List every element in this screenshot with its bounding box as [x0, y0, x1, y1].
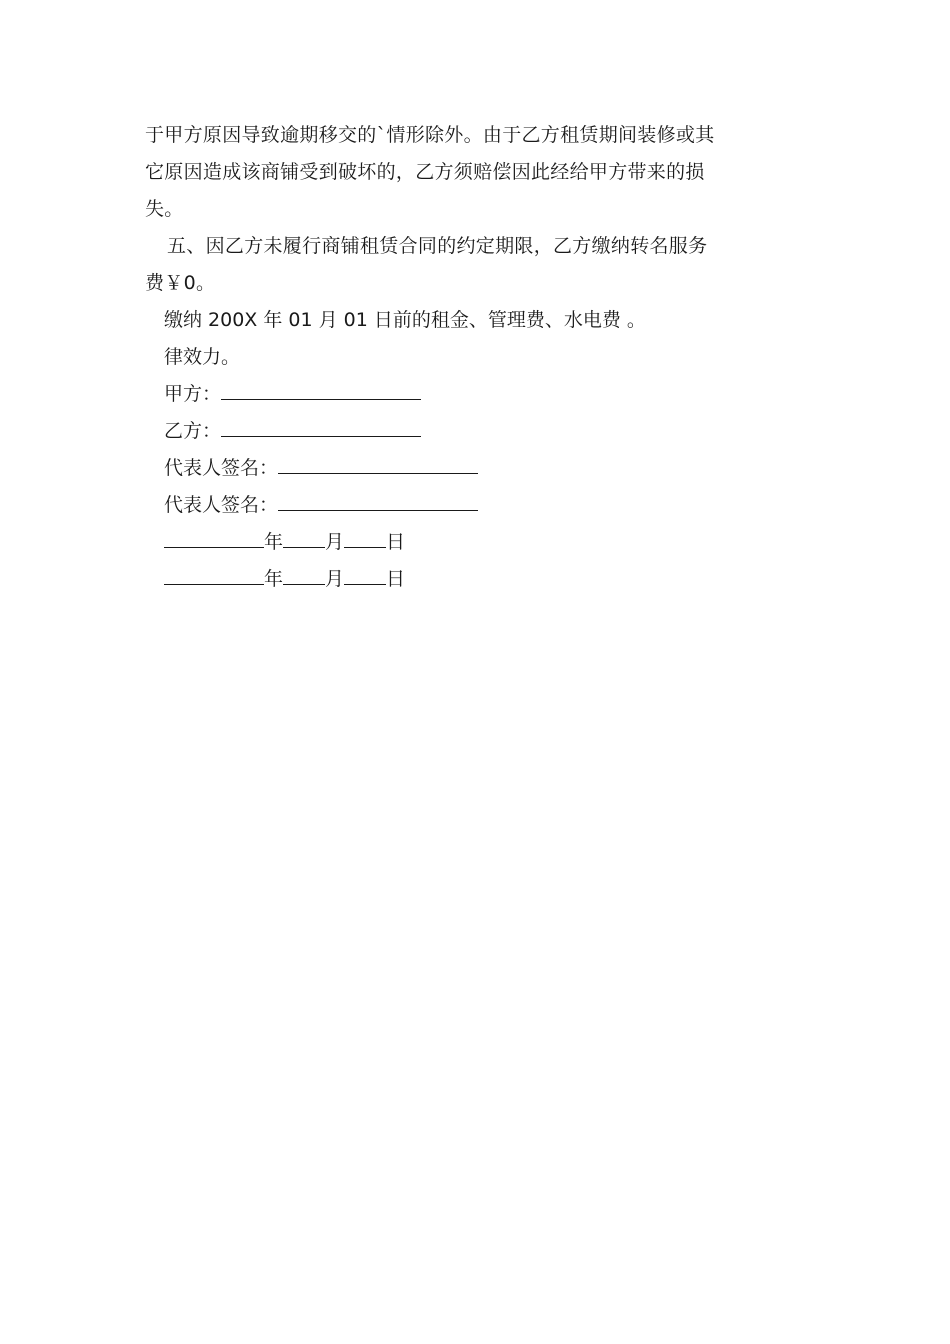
paragraph-line: 于甲方原因导致逾期移交的`情形除外。由于乙方租赁期间装修或其 [145, 124, 715, 146]
year-blank [164, 562, 264, 585]
day-blank [344, 525, 386, 548]
representative-signature-row-2 [164, 487, 478, 524]
paragraph-line: 它原因造成该商铺受到破坏的，乙方须赔偿因此经给甲方带来的损 [145, 161, 705, 183]
party-b-label: 乙方： [164, 420, 222, 442]
paragraph-line: 费￥0。 [145, 272, 216, 294]
effect-line: 律效力。 [164, 346, 241, 368]
paragraph-line: 五、因乙方未履行商铺租赁合同的约定期限，乙方缴纳转名服务 [167, 235, 708, 257]
day-label: 日 [386, 568, 406, 590]
day-blank [344, 562, 386, 585]
date-row-1 [164, 524, 405, 561]
representative-label: 代表人签名： [164, 457, 279, 479]
month-label: 月 [325, 568, 345, 590]
year-label: 年 [264, 568, 284, 590]
representative-label: 代表人签名： [164, 494, 279, 516]
party-a-signature-row [164, 376, 421, 413]
party-b-blank [221, 414, 421, 437]
representative-blank [278, 488, 478, 511]
date-row-2 [164, 561, 405, 598]
party-b-signature-row [164, 413, 421, 450]
month-blank [283, 525, 325, 548]
party-a-label: 甲方： [164, 383, 222, 405]
year-label: 年 [264, 531, 284, 553]
representative-blank [278, 451, 478, 474]
day-label: 日 [386, 531, 406, 553]
paragraph-line: 失。 [145, 198, 184, 220]
party-a-blank [221, 377, 421, 400]
paragraph-damage-clause [145, 117, 810, 228]
year-blank [164, 525, 264, 548]
payment-line: 缴纳 200X 年 01 月 01 日前的租金、管理费、水电费 。 [164, 309, 646, 331]
representative-signature-row-1 [164, 450, 478, 487]
month-blank [283, 562, 325, 585]
paragraph-clause-five [145, 228, 810, 302]
month-label: 月 [325, 531, 345, 553]
